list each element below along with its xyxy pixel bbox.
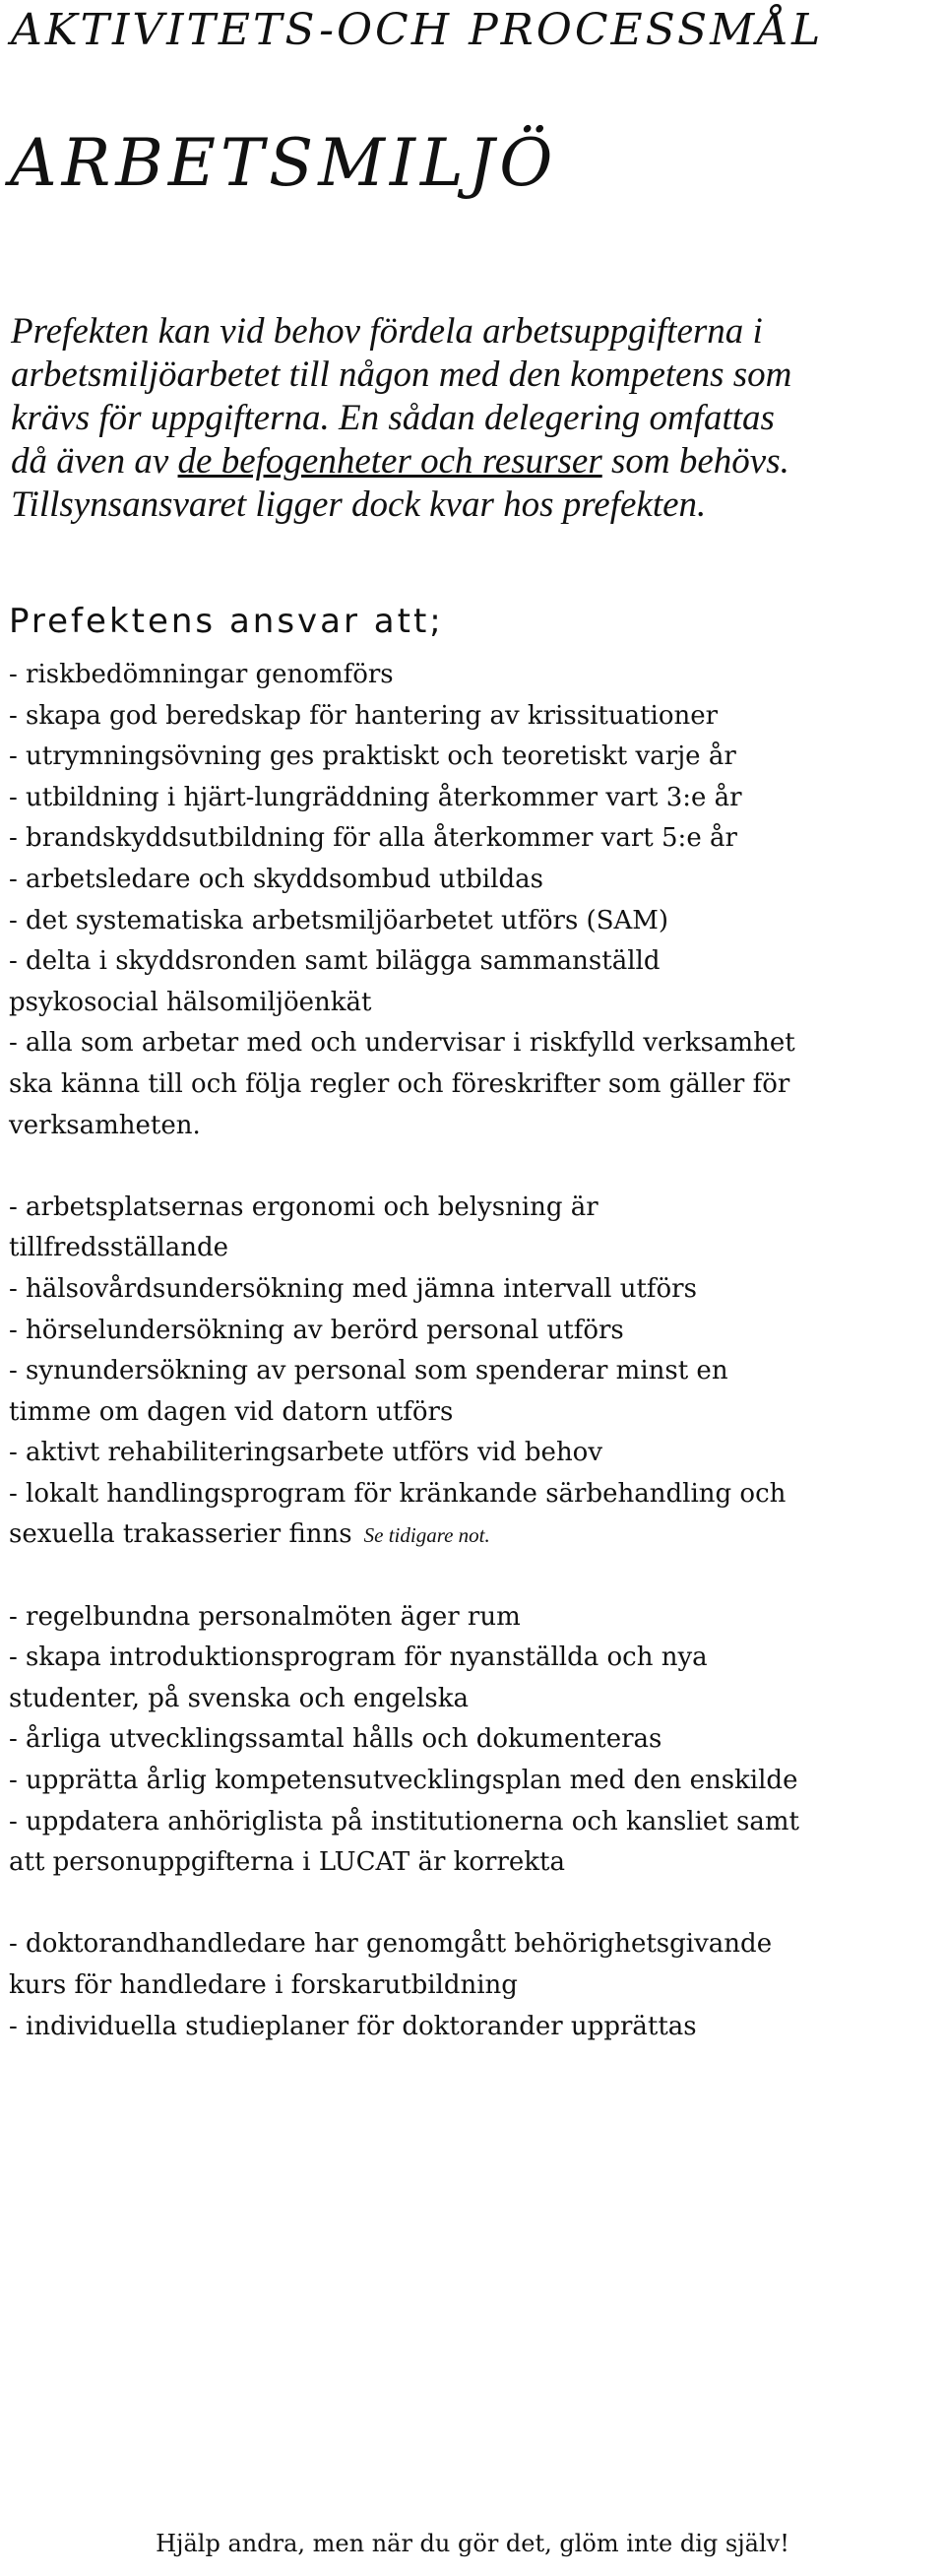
list-item: - det systematiska arbetsmiljöarbetet utförs (SAM): [9, 905, 669, 935]
list-item: - regelbundna personalmöten äger rum: [9, 1601, 521, 1632]
list-item: kurs för handledare i forskarutbildning: [9, 1970, 518, 2000]
list-item: - synundersökning av personal som spenderar minst en: [9, 1356, 728, 1386]
responsibility-list: [9, 655, 939, 2047]
list-item: - lokalt handlingsprogram för kränkande särbehandling och: [9, 1478, 787, 1509]
list-item: tillfredsställande: [9, 1233, 229, 1263]
list-item: - hälsovårdsundersökning med jämna intervall utförs: [9, 1273, 697, 1304]
list-item: - riskbedömningar genomförs: [9, 660, 394, 689]
list-item: ska känna till och följa regler och föreskrifter som gäller för: [9, 1068, 790, 1099]
document-supertitle: AKTIVITETS-OCH PROCESSMÅL: [11, 5, 824, 55]
list-item: - utbildning i hjärt-lungräddning återkommer vart 3:e år: [9, 782, 742, 812]
intro-line: Prefekten kan vid behov fördela arbetsuppgifterna i: [11, 311, 763, 352]
section-heading: Prefektens ansvar att;: [9, 602, 444, 641]
intro-line: [11, 440, 941, 483]
list-item: - uppdatera anhöriglista på institutionerna och kansliet samt: [9, 1806, 799, 1836]
list-item: studenter, på svenska och engelska: [9, 1683, 469, 1713]
list-item: - alla som arbetar med och undervisar i riskfylld verksamhet: [9, 1028, 795, 1059]
list-item: att personuppgifterna i LUCAT är korrekta: [9, 1847, 565, 1878]
paragraph-gap: [9, 1146, 939, 1188]
list-item: - upprätta årlig kompetensutvecklingsplan med den enskilde: [9, 1766, 798, 1796]
intro-line: krävs för uppgifterna. En sådan delegering omfattas: [11, 398, 775, 438]
page-title: ARBETSMILJÖ: [10, 125, 558, 201]
list-item: - skapa god beredskap för hantering av krissituationer: [9, 700, 719, 731]
intro-line: Tillsynsansvaret ligger dock kvar hos prefekten.: [11, 484, 707, 525]
list-item: - hörselundersökning av berörd personal utförs: [9, 1315, 624, 1345]
footnote-reference: Se tidigare not.: [363, 1523, 490, 1548]
list-item: - individuella studieplaner för doktorander upprättas: [9, 2011, 697, 2041]
list-item: timme om dagen vid datorn utförs: [9, 1396, 454, 1427]
list-item: verksamheten.: [9, 1110, 201, 1140]
list-item: - arbetsledare och skyddsombud utbildas: [9, 864, 543, 894]
list-item: - arbetsplatsernas ergonomi och belysning är: [9, 1191, 598, 1222]
list-item: - utrymningsövning ges praktiskt och teoretiskt varje år: [9, 741, 736, 772]
list-item: - delta i skyddsronden samt bilägga sammanställd: [9, 946, 661, 977]
underlined-phrase: de befogenheter och resurser: [177, 441, 602, 482]
list-item: - årliga utvecklingssamtal hålls och dokumenteras: [9, 1724, 662, 1755]
paragraph-gap: [9, 1556, 939, 1597]
list-item: - doktorandhandledare har genomgått behörighetsgivande: [9, 1929, 773, 1960]
footer-quote: Hjälp andra, men när du gör det, glöm inte dig själv!: [156, 2530, 789, 2557]
list-item: - skapa introduktionsprogram för nyanställda och nya: [9, 1642, 708, 1673]
list-item-text: sexuella trakasserier finns: [9, 1519, 352, 1550]
list-item: [9, 1514, 939, 1556]
list-item: psykosocial hälsomiljöenkät: [9, 987, 372, 1017]
intro-line: arbetsmiljöarbetet till någon med den kompetens som: [11, 354, 792, 395]
paragraph-gap: [9, 1884, 939, 1925]
list-item: - brandskyddsutbildning för alla återkommer vart 5:e år: [9, 823, 737, 854]
intro-paragraph: [11, 310, 941, 527]
intro-text: då även av: [11, 441, 178, 482]
list-item: - aktivt rehabiliteringsarbete utförs vid behov: [9, 1438, 603, 1468]
intro-text: som behövs.: [601, 441, 789, 482]
